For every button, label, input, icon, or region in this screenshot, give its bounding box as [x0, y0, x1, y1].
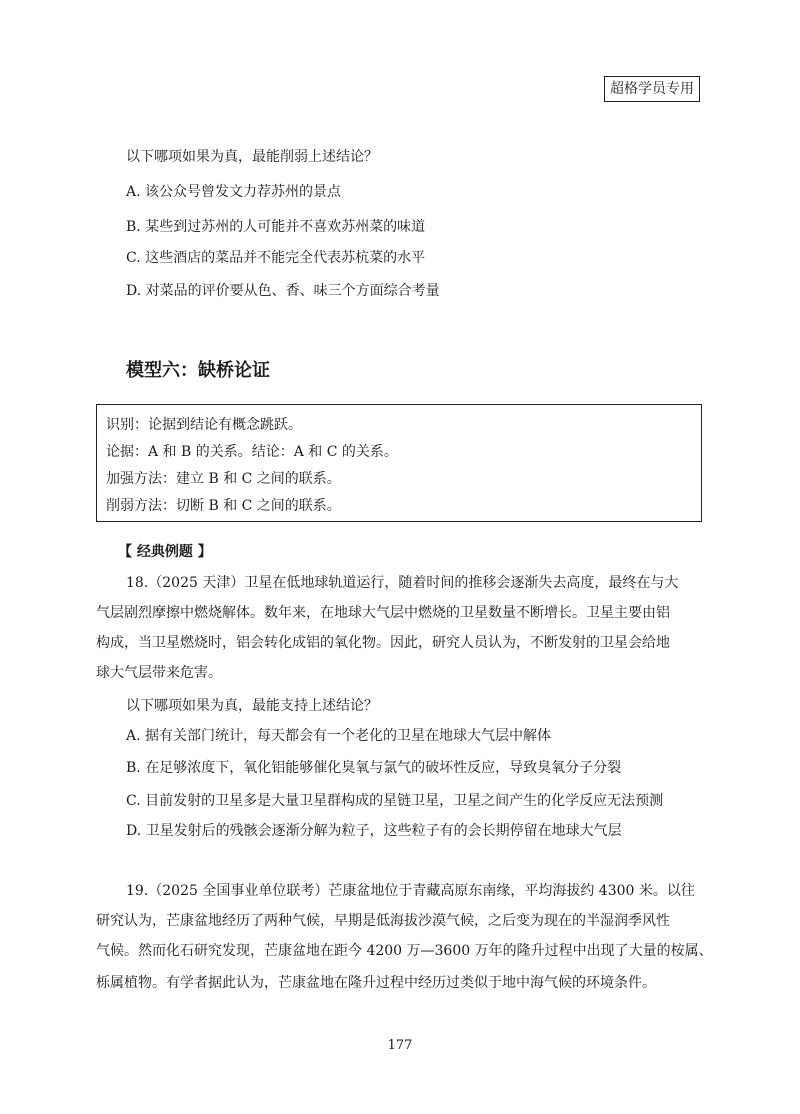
box-line-strengthen: 加强方法：建立 B 和 C 之间的联系。 [106, 471, 341, 487]
q18-prompt: 以下哪项如果为真，最能支持上述结论？ [126, 698, 378, 714]
q17-option-a: A. 该公众号曾发文力荐苏州的景点 [126, 184, 342, 200]
page-number: 177 [387, 1038, 413, 1053]
q19-line-2: 研究认为，芒康盆地经历了两种气候，早期是低海拔沙漠气候，之后变为现在的半湿润季风性 [96, 913, 670, 929]
q18-option-b: B. 在足够浓度下，氧化铝能够催化臭氧与氯气的破坏性反应，导致臭氧分子分裂 [126, 760, 622, 776]
section-title: 模型六：缺桥论证 [126, 360, 270, 381]
q17-option-c: C. 这些酒店的菜品并不能完全代表苏杭菜的水平 [126, 250, 426, 266]
q19-line-4: 栎属植物。有学者据此认为，芒康盆地在隆升过程中经历过类似于地中海气候的环境条件。 [96, 975, 656, 991]
model-box [96, 404, 702, 522]
q18-option-d: D. 卫星发射后的残骸会逐渐分解为粒子，这些粒子有的会长期停留在地球大气层 [126, 823, 622, 839]
q19-line-1: 19.（2025 全国事业单位联考）芒康盆地位于青藏高原东南缘，平均海拔约 4300 米。以往 [126, 883, 695, 899]
q17-option-d: D. 对菜品的评价要从色、香、味三个方面综合考量 [126, 283, 440, 299]
q18-line-3: 构成，当卫星燃烧时，铝会转化成铝的氧化物。因此，研究人员认为，不断发射的卫星会给地 [96, 635, 670, 651]
box-line-weaken: 削弱方法：切断 B 和 C 之间的联系。 [106, 498, 341, 514]
badge-exclusive: 超格学员专用 [604, 76, 700, 102]
box-line-identify: 识别：论据到结论有概念跳跃。 [106, 417, 302, 433]
q18-line-2: 气层剧烈摩擦中燃烧解体。数年来，在地球大气层中燃烧的卫星数量不断增长。卫星主要由铝 [96, 605, 670, 621]
q18-option-c: C. 目前发射的卫星多是大量卫星群构成的星链卫星，卫星之间产生的化学反应无法预测 [126, 793, 664, 809]
q19-line-3: 气候。然而化石研究发现，芒康盆地在距今 4200 万—3600 万年的隆升过程中出现了大量的桉属、 [96, 943, 713, 959]
q18-line-4: 球大气层带来危害。 [96, 665, 222, 681]
q18-line-1: 18.（2025 天津）卫星在低地球轨道运行，随着时间的推移会逐渐失去高度，最终在与大 [126, 575, 679, 591]
box-line-argument: 论据：A 和 B 的关系。结论：A 和 C 的关系。 [106, 444, 398, 460]
example-label: 【 经典例题 】 [118, 544, 212, 560]
q17-prompt: 以下哪项如果为真，最能削弱上述结论？ [126, 149, 378, 165]
q18-option-a: A. 据有关部门统计，每天都会有一个老化的卫星在地球大气层中解体 [126, 728, 552, 744]
q17-option-b: B. 某些到过苏州的人可能并不喜欢苏州菜的味道 [126, 219, 426, 235]
